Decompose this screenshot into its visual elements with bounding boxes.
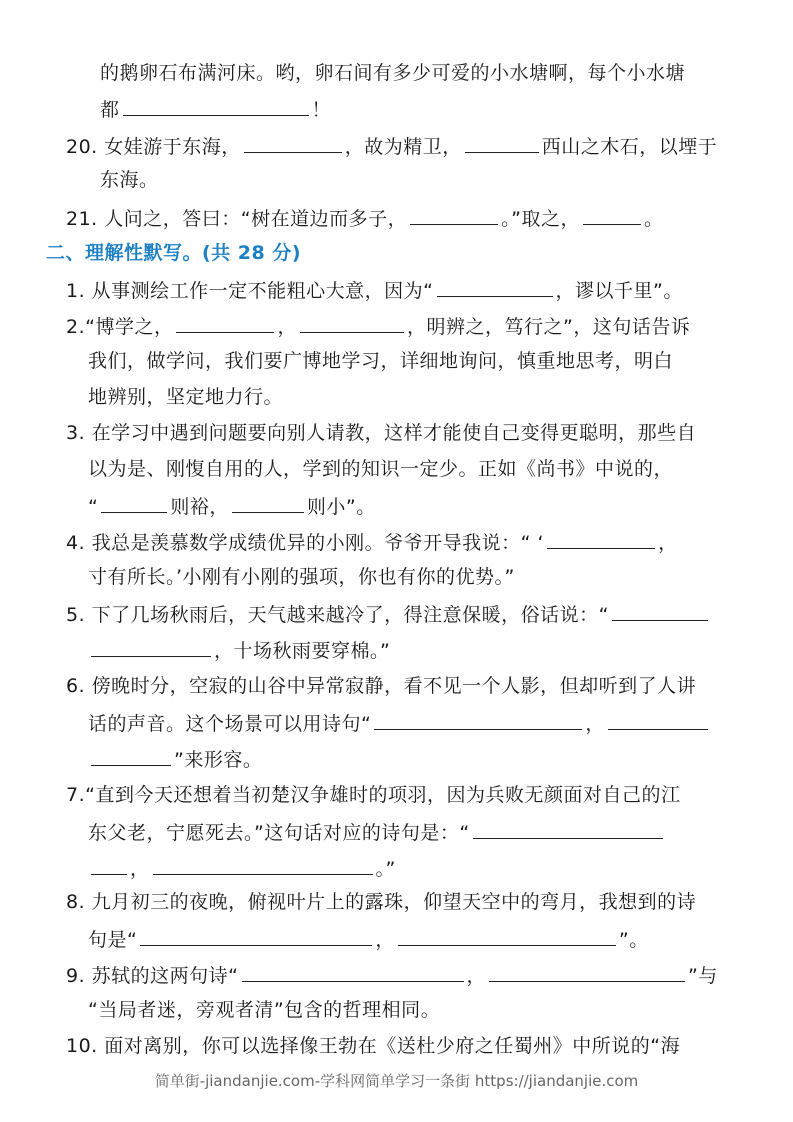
text-segment: 则小”。: [306, 496, 376, 518]
answer-blank[interactable]: [410, 204, 498, 225]
text-line: [66, 1033, 680, 1059]
text-segment: 。”: [375, 858, 396, 880]
text-segment: ”。: [618, 929, 649, 951]
text-segment: 1. 从事测绘工作一定不能粗心大意，因为“: [66, 280, 434, 302]
text-line: [100, 167, 159, 193]
text-segment: 5. 下了几场秋雨后，天气越来越冷了，得注意保暖，俗话说：“: [66, 604, 610, 626]
text-line: [88, 818, 666, 846]
text-segment: ”来形容。: [174, 749, 263, 771]
answer-blank[interactable]: [140, 925, 372, 946]
text-segment: ，: [466, 965, 487, 987]
answer-blank[interactable]: [489, 961, 685, 982]
text-segment: 6. 傍晚时分，空寂的山谷中异常寂静，看不见一个人影，但却听到了人讲: [66, 675, 697, 697]
answer-blank[interactable]: [398, 925, 616, 946]
text-segment: ，谬以千里”。: [555, 280, 683, 302]
answer-blank[interactable]: [300, 312, 404, 333]
text-line: [66, 312, 690, 340]
text-segment: 2.“博学之，: [66, 316, 174, 338]
text-segment: 话的声音。这个场景可以用诗句“: [88, 713, 372, 735]
text-segment: ”与: [688, 965, 718, 987]
answer-blank[interactable]: [123, 95, 309, 116]
answer-blank[interactable]: [583, 204, 641, 225]
text-segment: 寸有所长。’小刚有小刚的强项，你也有你的优势。”: [88, 566, 515, 588]
text-line: [88, 636, 390, 664]
text-line: [88, 564, 515, 590]
answer-blank[interactable]: [244, 132, 342, 153]
text-line: [66, 420, 696, 446]
text-segment: 4. 我总是羡慕数学成绩优异的小刚。爷爷开导我说：“ ‘: [66, 532, 545, 554]
text-line: [88, 709, 711, 737]
text-line: [88, 492, 376, 520]
answer-blank[interactable]: [242, 961, 464, 982]
text-segment: 西山之木石，以堙于: [541, 136, 718, 158]
answer-blank[interactable]: [91, 636, 211, 657]
text-segment: 的鹅卵石布满河床。哟，卵石间有多少可爱的小水塘啊，每个小水塘: [100, 62, 686, 84]
answer-blank[interactable]: [91, 745, 171, 766]
text-segment: 。: [643, 208, 664, 230]
text-segment: ，十场秋雨要穿棉。”: [214, 640, 391, 662]
answer-blank[interactable]: [437, 276, 553, 297]
answer-blank[interactable]: [153, 854, 373, 875]
answer-blank[interactable]: [547, 528, 655, 549]
text-line: [66, 673, 696, 699]
answer-blank[interactable]: [608, 709, 708, 730]
text-segment: 东海。: [100, 169, 159, 191]
text-segment: ，: [130, 858, 150, 880]
text-segment: 20. 女娃游于东海，: [66, 136, 241, 158]
text-line: [88, 348, 673, 374]
text-segment: 都: [100, 99, 120, 121]
text-segment: 则裕，: [170, 496, 229, 518]
text-line: [88, 745, 262, 773]
text-segment: 3. 在学习中遇到问题要向别人请教，这样才能使自己变得更聪明，那些自: [66, 422, 697, 444]
text-line: [66, 782, 680, 808]
text-segment: 以为是、刚愎自用的人，学到的知识一定少。正如《尚书》中说的，: [88, 458, 674, 480]
text-segment: ，: [658, 532, 678, 554]
footer-watermark: 简单街-jiandanjie.com-学科网简单学习一条街 https://jiandanjie.com: [154, 1072, 639, 1090]
text-segment: 9. 苏轼的这两句诗“: [66, 965, 239, 987]
answer-blank[interactable]: [374, 709, 582, 730]
text-segment: ，: [277, 316, 297, 338]
text-segment: “: [88, 496, 99, 518]
text-line: [100, 95, 331, 123]
text-segment: 10. 面对离别，你可以选择像王勃在《送杜少府之任蜀州》中所说的“海: [66, 1035, 681, 1057]
text-segment: 二、理解性默写。(共 28 分): [46, 242, 302, 264]
answer-blank[interactable]: [232, 492, 304, 513]
text-segment: ，: [375, 929, 395, 951]
text-segment: 我们，做学问，我们要广博地学习，详细地询问，慎重地思考，明白: [88, 350, 674, 372]
text-line: [88, 854, 396, 882]
text-segment: 句是“: [88, 929, 138, 951]
text-line: [66, 204, 663, 232]
answer-blank[interactable]: [91, 854, 127, 875]
text-segment: 东父老，宁愿死去。”这句话对应的诗句是：“: [88, 822, 470, 844]
text-segment: 21. 人问之，答曰：“树在道边而多子，: [66, 208, 408, 230]
answer-blank[interactable]: [101, 492, 167, 513]
text-line: [88, 384, 283, 410]
text-segment: ，: [585, 713, 605, 735]
text-line: [88, 997, 440, 1023]
text-line: [66, 276, 683, 304]
text-line: [66, 600, 711, 628]
text-segment: “当局者迷，旁观者清”包含的哲理相同。: [88, 999, 441, 1021]
text-segment: 8. 九月初三的夜晚，俯视叶片上的露珠，仰望天空中的弯月，我想到的诗: [66, 891, 697, 913]
answer-blank[interactable]: [176, 312, 274, 333]
text-segment: ，故为精卫，: [344, 136, 462, 158]
text-line: [66, 132, 717, 160]
text-line: [66, 528, 678, 556]
answer-blank[interactable]: [473, 818, 663, 839]
answer-blank[interactable]: [465, 132, 539, 153]
text-segment: ！: [311, 99, 332, 121]
text-segment: 7.“直到今天还想着当初楚汉争雄时的项羽，因为兵败无颜面对自己的江: [66, 784, 681, 806]
answer-blank[interactable]: [612, 600, 708, 621]
section-heading: [46, 240, 301, 266]
text-segment: 地辨别，坚定地力行。: [88, 386, 284, 408]
text-segment: 。”取之，: [501, 208, 580, 230]
text-line: [88, 456, 673, 482]
text-line: [100, 60, 685, 86]
text-segment: ，明辨之，笃行之”，这句话告诉: [407, 316, 691, 338]
text-line: [88, 925, 649, 953]
text-line: [66, 889, 696, 915]
text-line: [66, 961, 718, 989]
